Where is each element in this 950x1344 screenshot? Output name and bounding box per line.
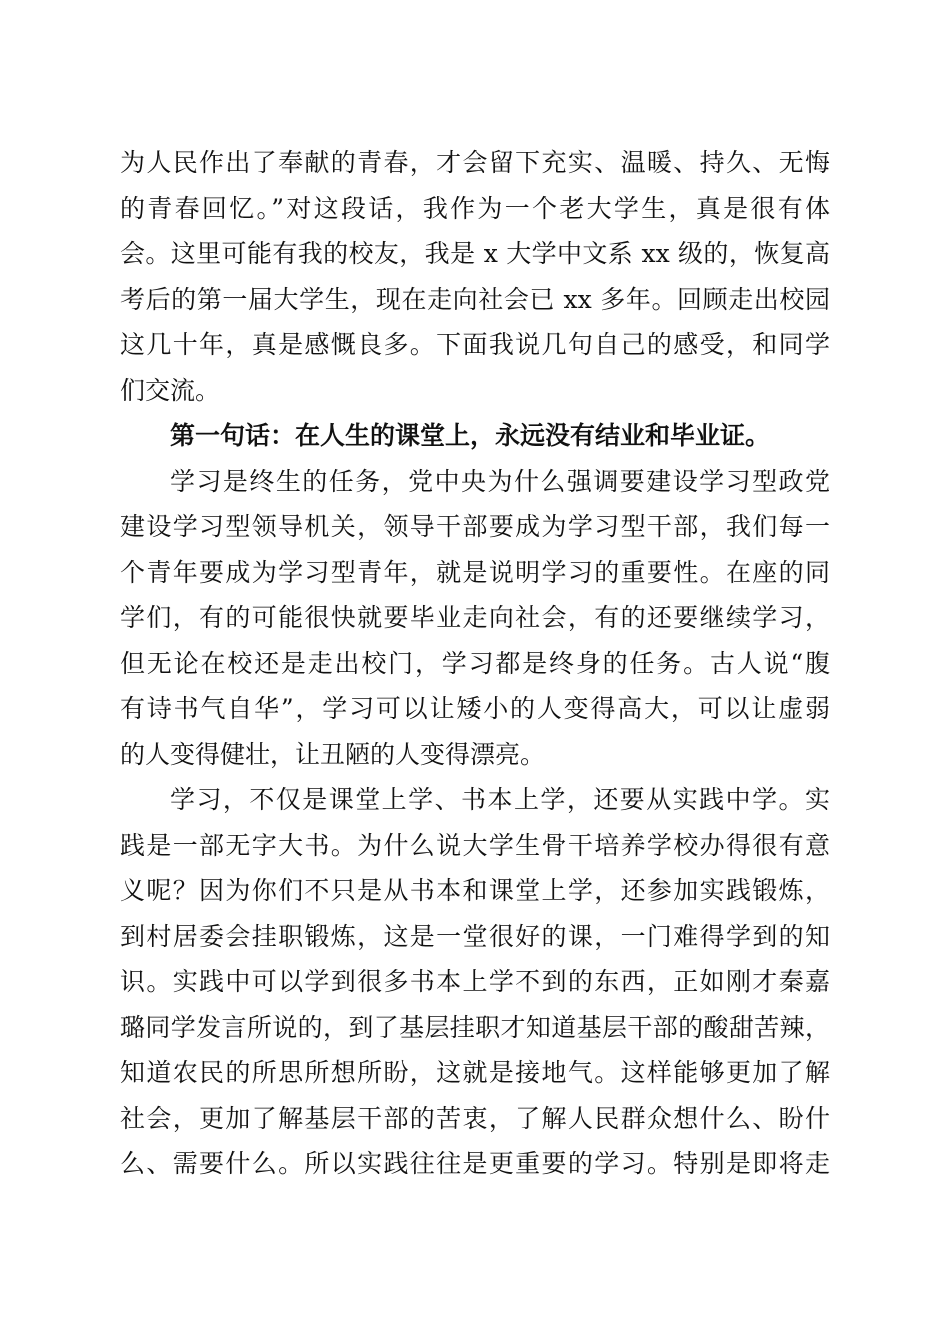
section-heading <box>120 413 830 459</box>
text-line: 的人变得健壮，让丑陋的人变得漂亮。 <box>120 739 546 769</box>
text-line: 知道农民的所思所想所盼，这就是接地气。这样能够更加了解 <box>120 1058 830 1087</box>
text-line: 的青春回忆。”对这段话，我作为一个老大学生，真是很有体 <box>120 193 830 223</box>
text-line: 但无论在校还是走出校门，学习都是终身的任务。古人说“腹 <box>120 648 830 678</box>
text-line: 考后的第一届大学生，现在走向社会已 xx 多年。回顾走出校园 <box>120 284 830 314</box>
text-line: 学习，不仅是课堂上学、书本上学，还要从实践中学。实 <box>170 785 830 814</box>
text-line: 有诗书气自华”，学习可以让矮小的人变得高大，可以让虚弱 <box>120 694 830 723</box>
heading-line: 第一句话：在人生的课堂上，永远没有结业和毕业证。 <box>170 421 771 450</box>
text-line: 践是一部无字大书。为什么说大学生骨干培养学校办得很有意 <box>120 830 830 860</box>
text-line: 义呢？因为你们不只是从书本和课堂上学，还参加实践锻炼， <box>120 876 830 905</box>
paragraph-learning-lifelong <box>120 459 830 778</box>
document-body <box>120 140 830 1187</box>
text-line: 们交流。 <box>120 375 221 405</box>
text-line: 这几十年，真是感慨良多。下面我说几句自己的感受，和同学 <box>120 330 830 359</box>
text-line: 建设学习型领导机关，领导干部要成为学习型干部，我们每一 <box>120 512 830 541</box>
text-line: 会。这里可能有我的校友，我是 x 大学中文系 xx 级的，恢复高 <box>120 239 830 268</box>
paragraph-intro-continuation <box>120 140 830 413</box>
text-line: 到村居委会挂职锻炼，这是一堂很好的课，一门难得学到的知 <box>120 921 830 951</box>
text-line: 个青年要成为学习型青年，就是说明学习的重要性。在座的同 <box>120 557 830 587</box>
text-line: 璐同学发言所说的，到了基层挂职才知道基层干部的酸甜苦辣， <box>120 1012 830 1042</box>
text-line: 为人民作出了奉献的青春，才会留下充实、温暖、持久、无悔 <box>120 148 830 177</box>
text-line: 学们，有的可能很快就要毕业走向社会，有的还要继续学习， <box>120 603 830 632</box>
paragraph-learning-practice <box>120 777 830 1187</box>
text-line: 识。实践中可以学到很多书本上学不到的东西，正如刚才秦嘉 <box>120 967 830 996</box>
text-line: 学习是终生的任务，党中央为什么强调要建设学习型政党 <box>170 466 830 496</box>
text-line: 社会，更加了解基层干部的苦衷，了解人民群众想什么、盼什 <box>120 1103 830 1133</box>
text-line: 么、需要什么。所以实践往往是更重要的学习。特别是即将走 <box>120 1149 830 1178</box>
